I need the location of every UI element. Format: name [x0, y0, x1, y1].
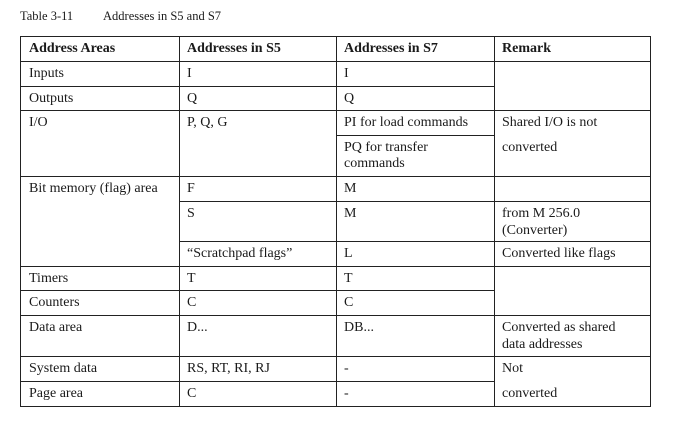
cell-s7: T [344, 271, 353, 286]
table-title: Addresses in S5 and S7 [103, 9, 222, 23]
cell-s7: Q [344, 91, 355, 106]
cell-remark: Converted like flags [502, 246, 616, 261]
table-number: Table 3-11 [20, 9, 74, 23]
row-border [336, 135, 494, 136]
cell-area: Data area [29, 320, 83, 335]
cell-area: Bit memory (flag) area [29, 181, 158, 196]
cell-remark: Not [502, 361, 523, 376]
cell-s7: M [344, 181, 357, 196]
cell-s7: PQ for transfer [344, 140, 428, 155]
cell-s7: M [344, 206, 357, 221]
cell-s7: - [344, 361, 349, 376]
header-addresses-s7: Addresses in S7 [344, 41, 438, 56]
cell-s5: C [187, 295, 197, 310]
cell-s5: D... [187, 320, 208, 335]
cell-area: Timers [29, 271, 69, 286]
cell-s5: I [187, 66, 192, 81]
cell-remark: converted [502, 386, 558, 401]
column-border [20, 36, 21, 407]
cell-s5: “Scratchpad flags” [187, 246, 293, 261]
row-border [20, 290, 494, 291]
header-address-areas: Address Areas [29, 41, 116, 56]
column-border [179, 36, 180, 407]
row-border [20, 381, 494, 382]
cell-remark: data addresses [502, 337, 583, 352]
header-addresses-s5: Addresses in S5 [187, 41, 281, 56]
cell-s5: P, Q, G [187, 115, 228, 130]
row-border [20, 86, 494, 87]
cell-area: System data [29, 361, 98, 376]
row-border [179, 201, 651, 202]
cell-s5: RS, RT, RI, RJ [187, 361, 270, 376]
row-border [179, 241, 651, 242]
cell-area: Page area [29, 386, 84, 401]
cell-area: Counters [29, 295, 80, 310]
cell-s7: - [344, 386, 349, 401]
column-border [650, 36, 651, 407]
cell-area: Inputs [29, 66, 64, 81]
cell-s7: commands [344, 156, 405, 171]
cell-remark: Shared I/O is not [502, 115, 598, 130]
table-caption [20, 9, 221, 24]
header-remark: Remark [502, 41, 551, 56]
address-table [20, 36, 651, 407]
cell-remark: converted [502, 140, 558, 155]
cell-remark: Converted as shared [502, 320, 616, 335]
cell-remark: from M 256.0 [502, 206, 581, 221]
cell-s7: L [344, 246, 353, 261]
cell-s5: T [187, 271, 196, 286]
cell-area: I/O [29, 115, 48, 130]
cell-s7: I [344, 66, 349, 81]
cell-s5: F [187, 181, 195, 196]
cell-s5: S [187, 206, 195, 221]
column-border [336, 36, 337, 407]
cell-area: Outputs [29, 91, 74, 106]
cell-remark: (Converter) [502, 223, 568, 238]
column-border [494, 36, 495, 407]
cell-s7: PI for load commands [344, 115, 469, 130]
cell-s5: C [187, 386, 197, 401]
cell-s7: DB... [344, 320, 374, 335]
cell-s7: C [344, 295, 354, 310]
cell-s5: Q [187, 91, 198, 106]
